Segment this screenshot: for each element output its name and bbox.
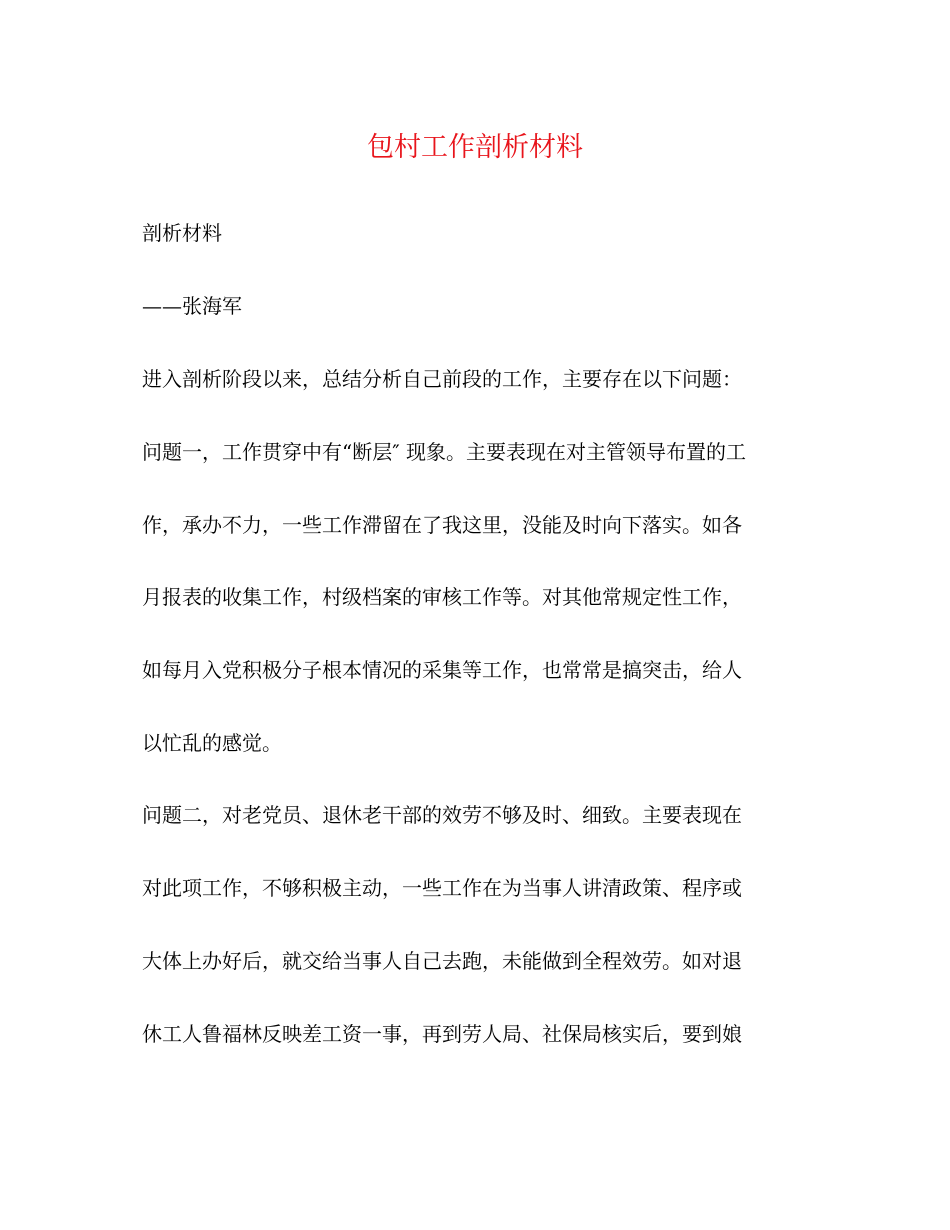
text-line: 月报表的收集工作，村级档案的审核工作等。对其他常规定性工作， — [142, 585, 742, 609]
text-line: 如每月入党积极分子根本情况的采集等工作，也常常是搞突击，给人 — [142, 658, 742, 682]
document-title: 包村工作剖析材料 — [367, 132, 583, 163]
text-line: 对此项工作，不够积极主动，一些工作在为当事人讲清政策、程序或 — [142, 876, 742, 900]
text-line: 作，承办不力，一些工作滞留在了我这里，没能及时向下落实。如各 — [142, 513, 742, 537]
text-line: 以忙乱的感觉。 — [142, 731, 282, 755]
text-line: 进入剖析阶段以来，总结分析自己前段的工作，主要存在以下问题： — [142, 367, 742, 391]
author-line: ——张海军 — [142, 294, 242, 318]
text-line: 休工人鲁福林反映差工资一事，再到劳人局、社保局核实后，要到娘 — [142, 1022, 742, 1046]
text-line: 问题二，对老党员、退休老干部的效劳不够及时、细致。主要表现在 — [142, 803, 742, 827]
text-line: 问题一，工作贯穿中有“断层″ 现象。主要表现在对主管领导布置的工 — [142, 440, 747, 464]
text-line: 大体上办好后，就交给当事人自己去跑，未能做到全程效劳。如对退 — [142, 949, 742, 973]
text-line: 剖析材料 — [142, 221, 222, 245]
